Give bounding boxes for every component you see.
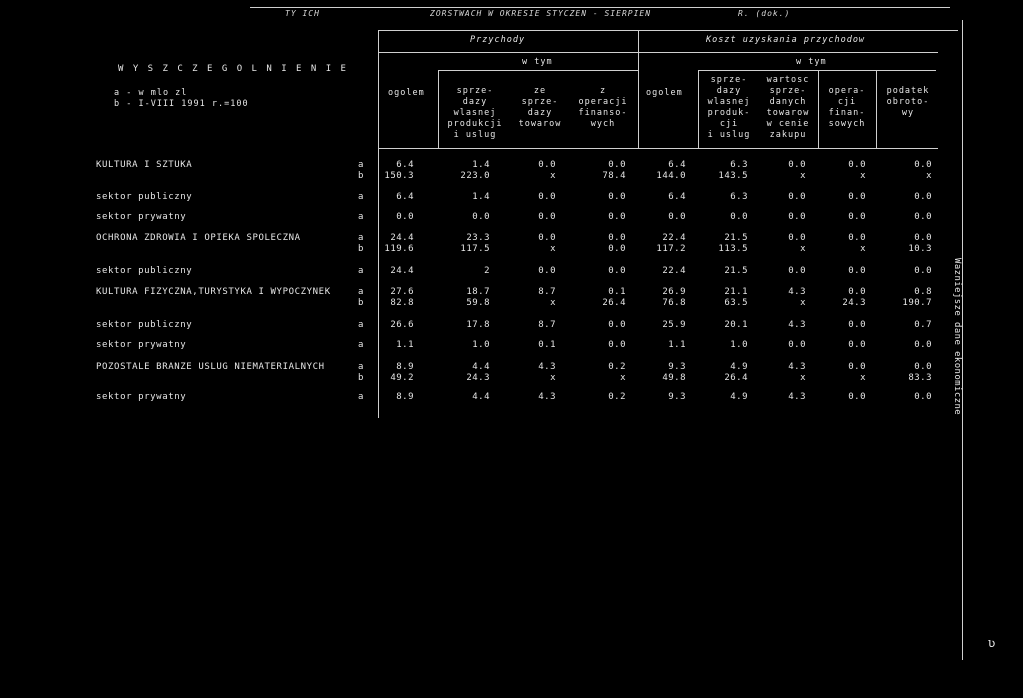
row-marker-a: a: [358, 362, 364, 372]
table-cell: 1.1: [668, 340, 686, 350]
table-cell: 1.4: [472, 160, 490, 170]
table-cell: 26.4: [602, 298, 626, 308]
table-cell: 4.3: [538, 362, 556, 372]
table-cell: 0.0: [848, 392, 866, 402]
row-marker-a: a: [358, 340, 364, 350]
table-cell: 4.9: [730, 362, 748, 372]
header-sub-rule: [378, 52, 938, 53]
col-podatek: podatek obroto- wy: [886, 86, 930, 118]
table-cell: 21.5: [724, 233, 748, 243]
table-cell: 4.4: [472, 392, 490, 402]
table-cell: 26.9: [662, 287, 686, 297]
koszt-header: Koszt uzyskania przychodow: [706, 35, 866, 45]
table-cell: 0.0: [914, 266, 932, 276]
table-cell: 0.0: [538, 266, 556, 276]
table-cell: 0.0: [608, 233, 626, 243]
table-cell: 22.4: [662, 266, 686, 276]
row-label: KULTURA I SZTUKA: [96, 160, 193, 170]
table-cell: 0.0: [914, 362, 932, 372]
table-cell: 8.7: [538, 320, 556, 330]
table-cell: 143.5: [718, 171, 748, 181]
table-cell: 76.8: [662, 298, 686, 308]
col-divider-5: [876, 70, 877, 148]
table-cell: 119.6: [384, 244, 414, 254]
table-cell: 59.8: [466, 298, 490, 308]
table-cell: 6.3: [730, 160, 748, 170]
table-cell: 0.0: [730, 212, 748, 222]
table-cell: 82.8: [390, 298, 414, 308]
table-cell: 0.0: [848, 340, 866, 350]
col-operacje-fin: z operacji finanso- wych: [578, 86, 628, 129]
table-cell: x: [550, 171, 556, 181]
table-cell: 18.7: [466, 287, 490, 297]
table-cell: 4.3: [788, 392, 806, 402]
table-cell: x: [860, 171, 866, 181]
col-sprzedaz-towarow: ze sprze- dazy towarow: [518, 86, 562, 129]
row-label: sektor prywatny: [96, 212, 187, 222]
table-cell: 117.5: [460, 244, 490, 254]
table-cell: 24.3: [466, 373, 490, 383]
table-cell: 0.0: [848, 233, 866, 243]
table-cell: 0.0: [472, 212, 490, 222]
table-cell: 0.0: [538, 233, 556, 243]
col-ogolem-1: ogolem: [388, 88, 425, 98]
table-cell: 0.0: [538, 160, 556, 170]
table-cell: 144.0: [656, 171, 686, 181]
table-cell: 4.3: [788, 320, 806, 330]
table-cell: 22.4: [662, 233, 686, 243]
table-cell: 0.1: [538, 340, 556, 350]
table-cell: 21.1: [724, 287, 748, 297]
table-cell: 9.3: [668, 392, 686, 402]
table-cell: 0.0: [608, 160, 626, 170]
row-label: sektor publiczny: [96, 266, 193, 276]
table-cell: 6.4: [668, 160, 686, 170]
table-cell: 23.3: [466, 233, 490, 243]
table-cell: 0.0: [914, 392, 932, 402]
table-cell: 63.5: [724, 298, 748, 308]
table-cell: 6.3: [730, 192, 748, 202]
table-cell: 117.2: [656, 244, 686, 254]
stub-title: W Y S Z C Z E G O L N I E N I E: [118, 64, 348, 74]
row-marker-a: a: [358, 392, 364, 402]
table-cell: 49.8: [662, 373, 686, 383]
table-cell: 0.0: [848, 212, 866, 222]
stub-divider: [378, 30, 379, 418]
table-cell: 10.3: [908, 244, 932, 254]
table-cell: 0.2: [608, 362, 626, 372]
table-cell: 6.4: [668, 192, 686, 202]
przychody-wtym: w tym: [522, 57, 553, 67]
row-label: sektor prywatny: [96, 340, 187, 350]
row-marker-b: b: [358, 298, 364, 308]
table-cell: 0.0: [788, 340, 806, 350]
table-cell: 27.6: [390, 287, 414, 297]
table-cell: 0.0: [538, 212, 556, 222]
col-divider-2: [638, 30, 639, 148]
col-koszt-operacje: opera- cji finan- sowych: [828, 86, 866, 129]
right-border: [962, 20, 963, 660]
table-cell: 0.0: [848, 192, 866, 202]
stub-line-a: a - w mlo zl: [114, 88, 188, 98]
table-cell: 0.2: [608, 392, 626, 402]
table-cell: 0.0: [914, 340, 932, 350]
row-marker-a: a: [358, 212, 364, 222]
table-cell: 49.2: [390, 373, 414, 383]
table-cell: 0.0: [848, 160, 866, 170]
table-cell: 4.9: [730, 392, 748, 402]
table-cell: 4.3: [788, 287, 806, 297]
wtym-rule-right: [698, 70, 936, 71]
table-cell: 83.3: [908, 373, 932, 383]
table-cell: 8.9: [396, 392, 414, 402]
koszt-wtym: w tym: [796, 57, 827, 67]
table-cell: 190.7: [902, 298, 932, 308]
table-cell: 0.8: [914, 287, 932, 297]
table-cell: 21.5: [724, 266, 748, 276]
table-cell: x: [800, 373, 806, 383]
table-cell: 0.0: [788, 266, 806, 276]
table-cell: x: [800, 298, 806, 308]
table-cell: 0.0: [608, 212, 626, 222]
table-cell: 0.1: [608, 287, 626, 297]
table-cell: 24.4: [390, 233, 414, 243]
table-cell: 26.4: [724, 373, 748, 383]
table-cell: 6.4: [396, 192, 414, 202]
table-cell: 1.0: [472, 340, 490, 350]
table-cell: 0.0: [914, 212, 932, 222]
table-cell: 0.0: [848, 362, 866, 372]
table-cell: 150.3: [384, 171, 414, 181]
table-cell: 0.0: [608, 320, 626, 330]
corner-mark: ʋ: [988, 636, 996, 650]
row-marker-a: a: [358, 287, 364, 297]
col-divider-1: [438, 70, 439, 148]
table-cell: 113.5: [718, 244, 748, 254]
table-cell: 0.0: [848, 287, 866, 297]
header-bottom-rule: [378, 148, 938, 149]
table-cell: 223.0: [460, 171, 490, 181]
row-marker-a: a: [358, 160, 364, 170]
table-cell: 1.4: [472, 192, 490, 202]
table-cell: 8.7: [538, 287, 556, 297]
table-cell: 0.7: [914, 320, 932, 330]
col-wartosc: wartosc sprze- danych towarow w cenie zakupu: [766, 75, 810, 140]
table-cell: x: [800, 244, 806, 254]
table-cell: 25.9: [662, 320, 686, 330]
table-cell: 0.0: [608, 244, 626, 254]
table-cell: x: [860, 244, 866, 254]
row-label: sektor publiczny: [96, 320, 193, 330]
row-marker-a: a: [358, 233, 364, 243]
table-cell: 1.1: [396, 340, 414, 350]
col-ogolem-2: ogolem: [646, 88, 683, 98]
table-cell: 26.6: [390, 320, 414, 330]
table-cell: 1.0: [730, 340, 748, 350]
table-cell: 78.4: [602, 171, 626, 181]
table-cell: 0.0: [848, 266, 866, 276]
row-label: sektor publiczny: [96, 192, 193, 202]
table-cell: 0.0: [788, 192, 806, 202]
table-cell: 0.0: [608, 192, 626, 202]
table-cell: 0.0: [914, 192, 932, 202]
table-cell: 0.0: [668, 212, 686, 222]
page-header-left: TY ICH: [285, 9, 320, 18]
table-cell: x: [550, 244, 556, 254]
table-cell: 0.0: [788, 212, 806, 222]
table-cell: 2: [484, 266, 490, 276]
row-marker-a: a: [358, 266, 364, 276]
table-cell: 0.0: [914, 160, 932, 170]
table-cell: 0.0: [608, 340, 626, 350]
table-cell: 8.9: [396, 362, 414, 372]
table-cell: 0.0: [788, 160, 806, 170]
page-header-right: R. (dok.): [738, 9, 791, 18]
table-cell: 0.0: [396, 212, 414, 222]
page-header-title: ZORSTWACH W OKRESIE STYCZEN - SIERPIEN: [430, 9, 652, 18]
col-divider-3: [698, 70, 699, 148]
table-cell: 0.0: [608, 266, 626, 276]
table-cell: 4.3: [538, 392, 556, 402]
table-cell: x: [926, 171, 932, 181]
row-label: sektor prywatny: [96, 392, 187, 402]
table-cell: 0.0: [538, 192, 556, 202]
row-marker-a: a: [358, 192, 364, 202]
top-rule: [250, 7, 950, 8]
col-koszt-sprzedaz: sprze- dazy wlasnej produk- cji i uslug: [707, 75, 751, 140]
table-cell: 0.0: [788, 233, 806, 243]
table-cell: x: [860, 373, 866, 383]
row-label: KULTURA FIZYCZNA,TURYSTYKA I WYPOCZYNEK: [96, 287, 331, 297]
row-marker-b: b: [358, 171, 364, 181]
header-top-rule: [378, 30, 958, 31]
przychody-header: Przychody: [470, 35, 526, 45]
table-cell: 0.0: [914, 233, 932, 243]
row-marker-a: a: [358, 320, 364, 330]
table-cell: 17.8: [466, 320, 490, 330]
table-cell: 4.4: [472, 362, 490, 372]
table-cell: 6.4: [396, 160, 414, 170]
table-cell: x: [620, 373, 626, 383]
row-label: POZOSTALE BRANZE USLUG NIEMATERIALNYCH: [96, 362, 325, 372]
row-marker-b: b: [358, 373, 364, 383]
table-cell: x: [550, 373, 556, 383]
table-cell: 24.4: [390, 266, 414, 276]
table-cell: 4.3: [788, 362, 806, 372]
col-sprzedaz-wlasna: sprze- dazy wlasnej produkcji i uslug: [447, 86, 503, 140]
side-running-title: Wazniejsze dane ekonomiczne: [952, 258, 962, 416]
wtym-rule-left: [438, 70, 638, 71]
table-cell: 9.3: [668, 362, 686, 372]
table-cell: 20.1: [724, 320, 748, 330]
table-cell: x: [800, 171, 806, 181]
table-cell: 0.0: [848, 320, 866, 330]
stub-line-b: b - I-VIII 1991 r.=100: [114, 99, 249, 109]
table-cell: x: [550, 298, 556, 308]
row-marker-b: b: [358, 244, 364, 254]
table-cell: 24.3: [842, 298, 866, 308]
row-label: OCHRONA ZDROWIA I OPIEKA SPOLECZNA: [96, 233, 301, 243]
